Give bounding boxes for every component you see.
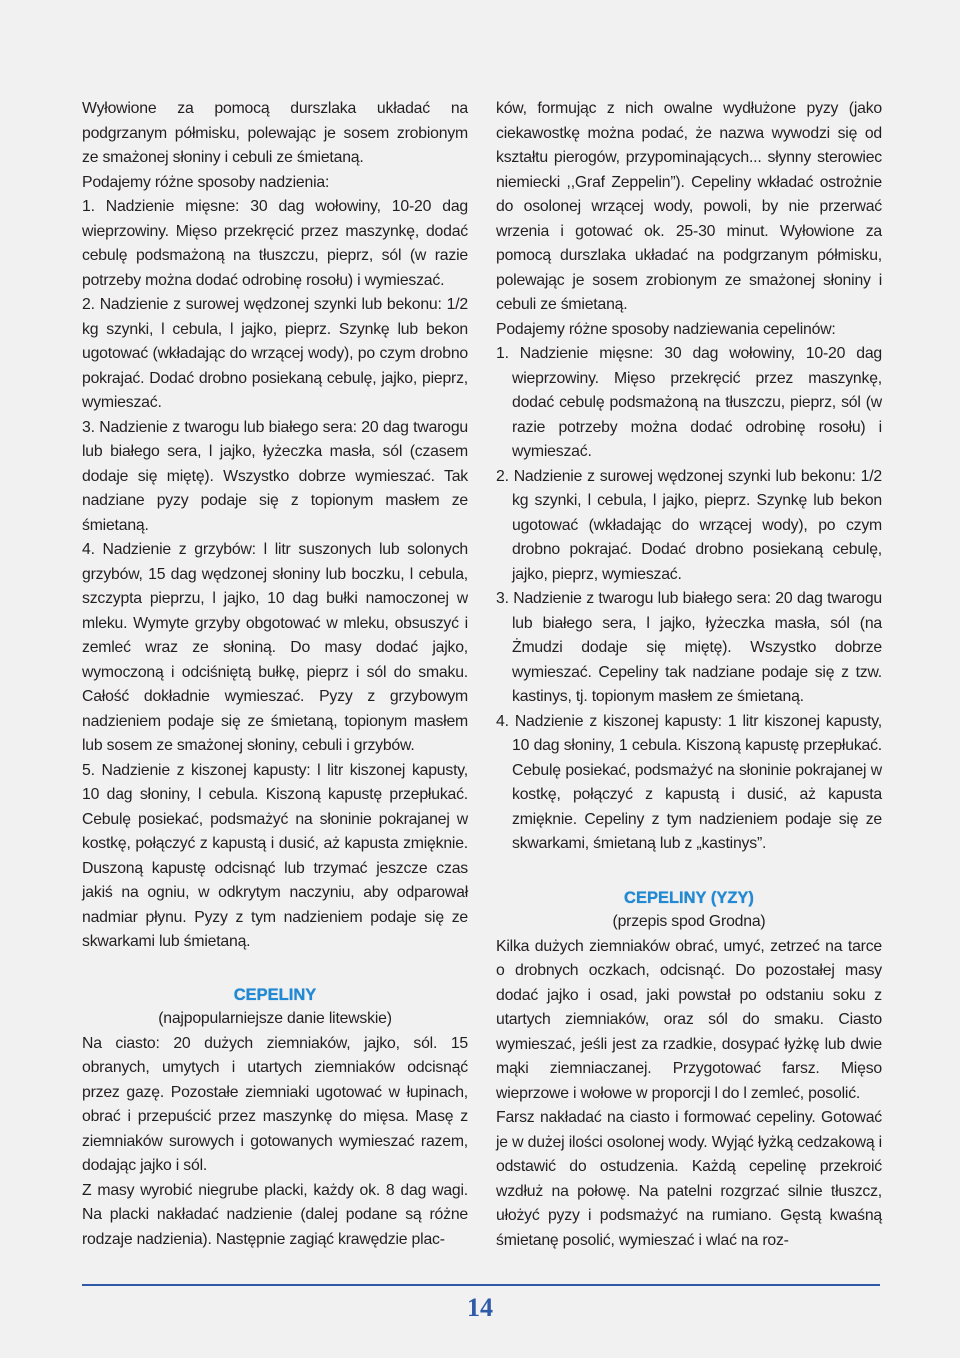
paragraph: Wyłowione za pomocą durszlaka układać na podgrzanym półmisku, polewając je sosem zrobionym ze smażonej słoniny i cebuli ze śmietaną. <box>82 100 468 166</box>
list-item: 3. Nadzienie z twarogu lub białego sera: 20 dag twarogu lub białego sera, l jajko, łyżeczka masła, sól (na Żmudzi dodaje się miętę). Wszystko dobrze wymieszać. Cepeliny tak nadziane podaje się z tzw. kastinys, tj. topionym masłem ze śmietaną. <box>496 590 882 705</box>
list-item: 3. Nadzienie z twarogu lub białego sera: 20 dag twarogu lub białego sera, l jajko, łyżeczka masła, sól (czasem dodaje się miętę). Wszystko dobrze wymieszać. Tak nadziane pyzy podaje się z topionym masłem ze śmietaną. <box>82 418 468 534</box>
left-column <box>82 97 468 1252</box>
paragraph: Kilka dużych ziemniaków obrać, umyć, zetrzeć na tarce o drobnych oczkach, odcisnąć. Do pozostałej masy dodać jajko i osad, jaki powstał po odstaniu soku z utartych ziemniaków, oraz sól do smaku. Ciasto wymieszać, jeśli jest za rzadkie, dosypać łyżkę lub dwie mąki ziemniaczanej. Przygotować farsz. Mięso wieprzowe i wołowe w proporcji l do l zemleć, posolić. <box>496 937 882 1102</box>
paragraph: Na ciasto: 20 dużych ziemniaków, jajko, sól. 15 obranych, umytych i utartych ziemniaków odcisnąć przez gazę. Pozostałe ziemniaki ugotować w łupinach, obrać i przepuścić przez maszynkę do mięsa. Masę z ziemniaków surowych i gotowanych wymieszać razem, dodając jajko i sól. <box>82 1034 468 1174</box>
section-heading: CEPELINY <box>233 985 317 1004</box>
section-subheading: (najpopularniejsze danie litewskie) <box>158 1010 392 1027</box>
spacer <box>496 857 882 886</box>
paragraph: Podajemy różne sposoby nadzienia: <box>82 173 330 191</box>
list-item: 4. Nadzienie z grzybów: l litr suszonych lub solonych grzybów, 15 dag wędzonej słoniny lub boczku, l cebula, szczypta pieprzu, l jajko, 10 dag bułki namoczonej w mleku. Wymyte grzyby obgotować w mleku, obsuszyć i zemleć wraz ze słoniną. Do masy dodać jajko, wymoczoną i odciśniętą bułkę, pieprz i sól do smaku. Całość dokładnie wymieszać. Pyzy z grzybowym nadzieniem podaje się ze śmietaną, topionym masłem lub sosem ze smażonej słoniny, cebuli i grzybów. <box>82 541 468 754</box>
list-item: 2. Nadzienie z surowej wędzonej szynki lub bekonu: 1/2 kg szynki, l cebula, l jajko, pieprz. Szynkę lub bekon ugotować (wkładając do wrzącej wody), po czym drobno pokrajać. Dodać drobno posiekaną cebulę, jajko, pieprz, wymieszać. <box>82 296 468 411</box>
list-item: 2. Nadzienie z surowej wędzonej szynki lub bekonu: 1/2 kg szynki, l cebula, l jajko, pieprz. Szynkę lub bekon ugotować (wkładając do wrzącej wody), po czym drobno pokrajać. Dodać drobno posiekaną cebulę, jajko, pieprz, wymieszać. <box>496 467 882 583</box>
paragraph: Z masy wyrobić niegrube placki, każdy ok. 8 dag wagi. Na placki nakładać nadzienie (dalej podane są różne rodzaje nadzienia). Następnie zagiąć krawędzie plac- <box>82 1181 468 1248</box>
page-number: 14 <box>467 1293 493 1322</box>
list-item: 1. Nadzienie mięsne: 30 dag wołowiny, 10-20 dag wieprzowiny. Mięso przekręcić przez maszynkę, dodać cebulę podsmażoną na tłuszczu, pieprz, sól (w razie potrzeby można dodać odrobinę rosołu) i wymieszać. <box>496 345 882 460</box>
footer-rule <box>82 1284 880 1286</box>
section-subheading: (przepis spod Grodna) <box>612 913 766 930</box>
section-heading: CEPELINY (YZY) <box>624 888 754 907</box>
list-item: 4. Nadzienie z kiszonej kapusty: 1 litr kiszonej kapusty, 10 dag słoniny, 1 cebula. Kiszoną kapustę przepłukać. Cebulę posiekać, podsmażyć na słoninie pokrajanej w kostkę, połączyć z kapustą i dusić, aż kapusta zmięknie. Cepeliny z tym nadzieniem podaje się ze skwarkami, śmietaną lub z „kastinys”. <box>496 712 882 852</box>
spacer <box>82 955 468 983</box>
right-column <box>496 97 882 1253</box>
paragraph: Podajemy różne sposoby nadziewania cepelinów: <box>496 320 836 338</box>
list-item: 1. Nadzienie mięsne: 30 dag wołowiny, 10-20 dag wieprzowiny. Mięso przekręcić przez maszynkę, dodać cebulę podsmażoną na tłuszczu, pieprz, sól (w razie potrzeby można dodać odrobinę rosołu) i wymieszać. <box>82 198 468 289</box>
paragraph: Farsz nakładać na ciasto i formować cepeliny. Gotować je w dużej ilości osolonej wody. Wyjąć łyżką cedzakową i odstawić do ostudzenia. Każdą cepelinę przekroić wzdłuż na połowę. Na patelni rozgrzać silnie tłuszcz, ułożyć pyzy i podsmażyć na rumiano. Gęstą kwaśną śmietanę posolić, wymieszać i wlać na roz- <box>496 1109 882 1249</box>
paragraph: ków, formując z nich owalne wydłużone pyzy (jako ciekawostkę można podać, że nazwa wywodzi się od kształtu pierogów, przypominających... słynny sterowiec niemiecki ,,Graf Zeppelin”). Cepeliny wkładać ostrożnie do osolonej wrzącej wody, powoli, by nie przerwać wrzenia i gotować ok. 25-30 minut. Wyłowione za pomocą durszlaka układać na podgrzanym półmisku, polewając je sosem zrobionym ze smażonej słoniny i cebuli ze śmietaną. <box>496 100 882 313</box>
list-item: 5. Nadzienie z kiszonej kapusty: l litr kiszonej kapusty, 10 dag słoniny, l cebula. Kiszoną kapustę przepłukać. Cebulę posiekać, podsmażyć na słoninie pokrajanej w kostkę, połączyć z kapustą i dusić, aż kapusta zmięknie. Duszoną kapustę odcisnąć lub trzymać jeszcze czas jakiś na ogniu, w odkrytym naczyniu, aby odparował nadmiar płynu. Pyzy z tym nadzieniem podaje się ze skwarkami lub śmietaną. <box>82 761 468 950</box>
